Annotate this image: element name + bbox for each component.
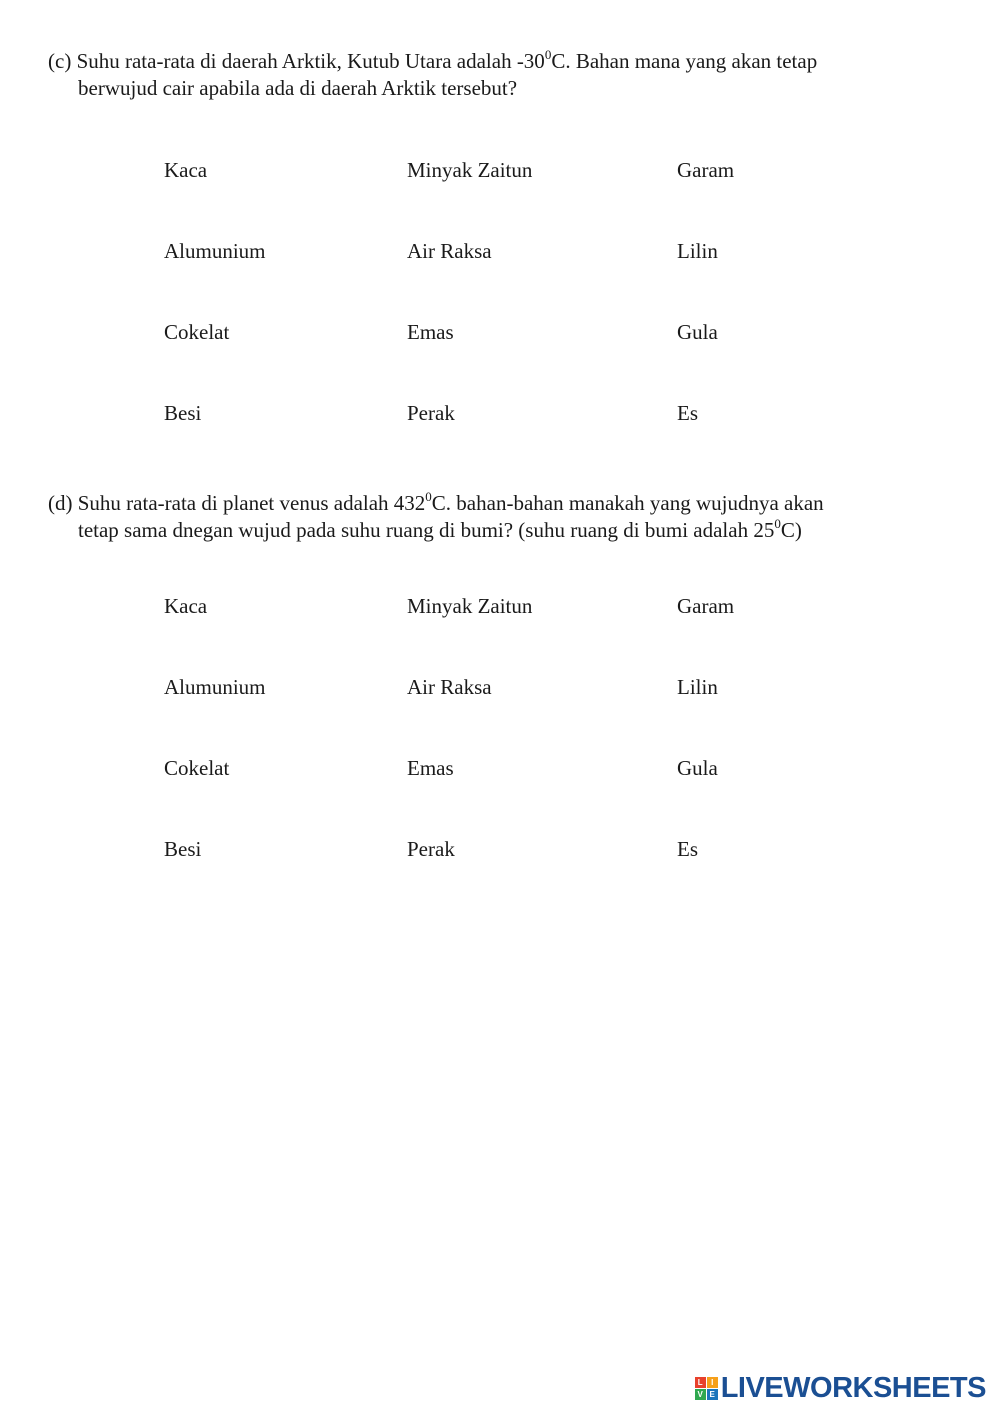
- option-garam[interactable]: Garam: [677, 158, 735, 182]
- options-row: [164, 401, 924, 482]
- question-text: berwujud cair apabila ada di daerah Arktik tersebut?: [78, 76, 518, 100]
- logo-mark-icon: [695, 1377, 718, 1400]
- options-row: [164, 158, 924, 239]
- options-row: [164, 675, 924, 756]
- question-label: (c): [48, 49, 72, 73]
- question-line: [48, 75, 948, 102]
- option-air-raksa[interactable]: Air Raksa: [407, 675, 492, 699]
- question-line: [48, 517, 948, 544]
- option-lilin[interactable]: Lilin: [677, 675, 718, 699]
- option-cokelat[interactable]: Cokelat: [164, 756, 230, 780]
- option-kaca[interactable]: Kaca: [164, 594, 208, 618]
- question-line: [48, 48, 948, 75]
- option-cokelat[interactable]: Cokelat: [164, 320, 230, 344]
- option-minyak-zaitun[interactable]: Minyak Zaitun: [407, 594, 533, 618]
- options-grid-c: [164, 158, 924, 482]
- option-alumunium[interactable]: Alumunium: [164, 675, 266, 699]
- logo-text: LIVEWORKSHEETS: [720, 1371, 986, 1404]
- logo-mark-cell: I: [707, 1377, 718, 1388]
- superscript: 0: [544, 47, 552, 62]
- superscript: 0: [774, 516, 781, 531]
- logo-mark-cell: E: [707, 1389, 718, 1400]
- question-text: C): [780, 518, 802, 542]
- option-gula[interactable]: Gula: [677, 756, 718, 780]
- option-alumunium[interactable]: Alumunium: [164, 239, 266, 263]
- option-air-raksa[interactable]: Air Raksa: [407, 239, 492, 263]
- question-c: [48, 48, 948, 102]
- options-row: [164, 239, 924, 320]
- options-grid-d: [164, 594, 924, 918]
- logo-mark-cell: V: [695, 1389, 706, 1400]
- question-text: Suhu rata-rata di daerah Arktik, Kutub Utara adalah -30: [76, 49, 545, 73]
- options-row: [164, 837, 924, 918]
- option-besi[interactable]: Besi: [164, 837, 202, 861]
- option-perak[interactable]: Perak: [407, 837, 455, 861]
- options-row: [164, 594, 924, 675]
- liveworksheets-logo: [695, 1373, 986, 1403]
- option-es[interactable]: Es: [677, 837, 698, 861]
- question-text: C. bahan-bahan manakah yang wujudnya akan: [431, 491, 824, 515]
- option-emas[interactable]: Emas: [407, 320, 454, 344]
- logo-mark-cell: L: [695, 1377, 706, 1388]
- option-emas[interactable]: Emas: [407, 756, 454, 780]
- question-line: [48, 490, 948, 517]
- question-label: (d): [48, 491, 73, 515]
- question-text: tetap sama dnegan wujud pada suhu ruang di bumi? (suhu ruang di bumi adalah 25: [78, 518, 775, 542]
- question-text: Suhu rata-rata di planet venus adalah 432: [77, 491, 426, 515]
- options-row: [164, 320, 924, 401]
- question-d: [48, 490, 948, 544]
- option-perak[interactable]: Perak: [407, 401, 455, 425]
- options-row: [164, 756, 924, 837]
- option-minyak-zaitun[interactable]: Minyak Zaitun: [407, 158, 533, 182]
- option-besi[interactable]: Besi: [164, 401, 202, 425]
- superscript: 0: [425, 489, 432, 504]
- option-kaca[interactable]: Kaca: [164, 158, 208, 182]
- option-garam[interactable]: Garam: [677, 594, 735, 618]
- question-text: C. Bahan mana yang akan tetap: [551, 49, 818, 73]
- option-es[interactable]: Es: [677, 401, 698, 425]
- option-gula[interactable]: Gula: [677, 320, 718, 344]
- option-lilin[interactable]: Lilin: [677, 239, 718, 263]
